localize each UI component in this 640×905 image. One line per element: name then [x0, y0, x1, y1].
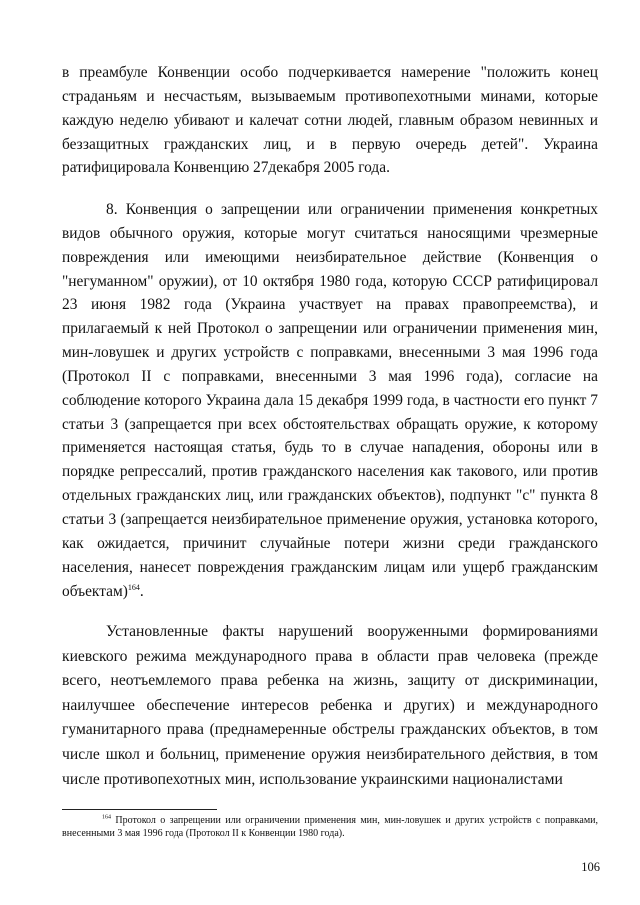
footnote	[62, 814, 598, 840]
paragraph-preamble: в преамбуле Конвенции особо подчеркивается намерение "положить конец страданьям и несчастьям, вызываемым противопехотными минами, которые каждую неделю убивают и калечат сотни людей, главным образом невинных и беззащитных гражданских лиц, и в первую очередь детей". Украина ратифицировала Конвенцию 27декабря 2005 года.	[62, 64, 598, 177]
paragraph-established-facts: Установленные факты нарушений вооруженными формированиями киевского режима международного права в области прав человека (прежде всего, неотъемлемого права ребенка на жизнь, защиту от дискриминации, наилучшее обеспечение интересов ребенка и других) и международного гуманитарного права (преднамеренные обстрелы гражданских объектов, в том числе школ и больниц, применение оружия неизбирательного действия, в том числе противопехотных мин, использование украинскими националистами	[62, 623, 598, 788]
footnote-number: 164	[102, 814, 111, 821]
paragraph-convention-8-text: 8. Конвенция о запрещении или ограничении применения конкретных видов обычного оружия, которые могут считаться наносящими чрезмерные повреждения или имеющими неизбирательное действие (Конвенция о "негуманном" оружии), от 10 октября 1980 года, которую СССР ратифицировал 23 июня 1982 года (Украина участвует на правах правопреемства), и прилагаемый к ней Протокол о запрещении или ограничении применения мин, мин-ловушек и других устройств с поправками, внесенными 3 мая 1996 года (Протокол II с поправками, внесенными 3 мая 1996 года), согласие на соблюдение которого Украина дала 15 декабря 1999 года, в частности его пункт 7 статьи 3 (запрещается при всех обстоятельствах обращать оружие, к которому применяется настоящая статья, будь то в случае нападения, обороны или в порядке репрессалий, против гражданского населения как такового, или против отдельных гражданских лиц, или гражданских объектов), подпункт "с" пункта 8 статьи 3 (запрещается неизбирательное применение оружия, установка которого, как ожидается, причинит случайные потери жизни среди гражданского населения, нанесет повреждения гражданским лицам или ущерб гражданским объектам)	[62, 201, 598, 600]
footnote-reference[interactable]: 164	[127, 582, 140, 592]
paragraph-convention-8	[62, 198, 598, 603]
page-number: 106	[581, 860, 600, 874]
paragraph-end-punctuation: .	[139, 582, 144, 600]
footnote-separator	[62, 809, 217, 810]
footnote-text: Протокол о запрещении или ограничении применения мин, мин-ловушек и других устройств с поправками, внесенными 3 мая 1996 года (Протокол II к Конвенции 1980 года).	[62, 815, 598, 839]
